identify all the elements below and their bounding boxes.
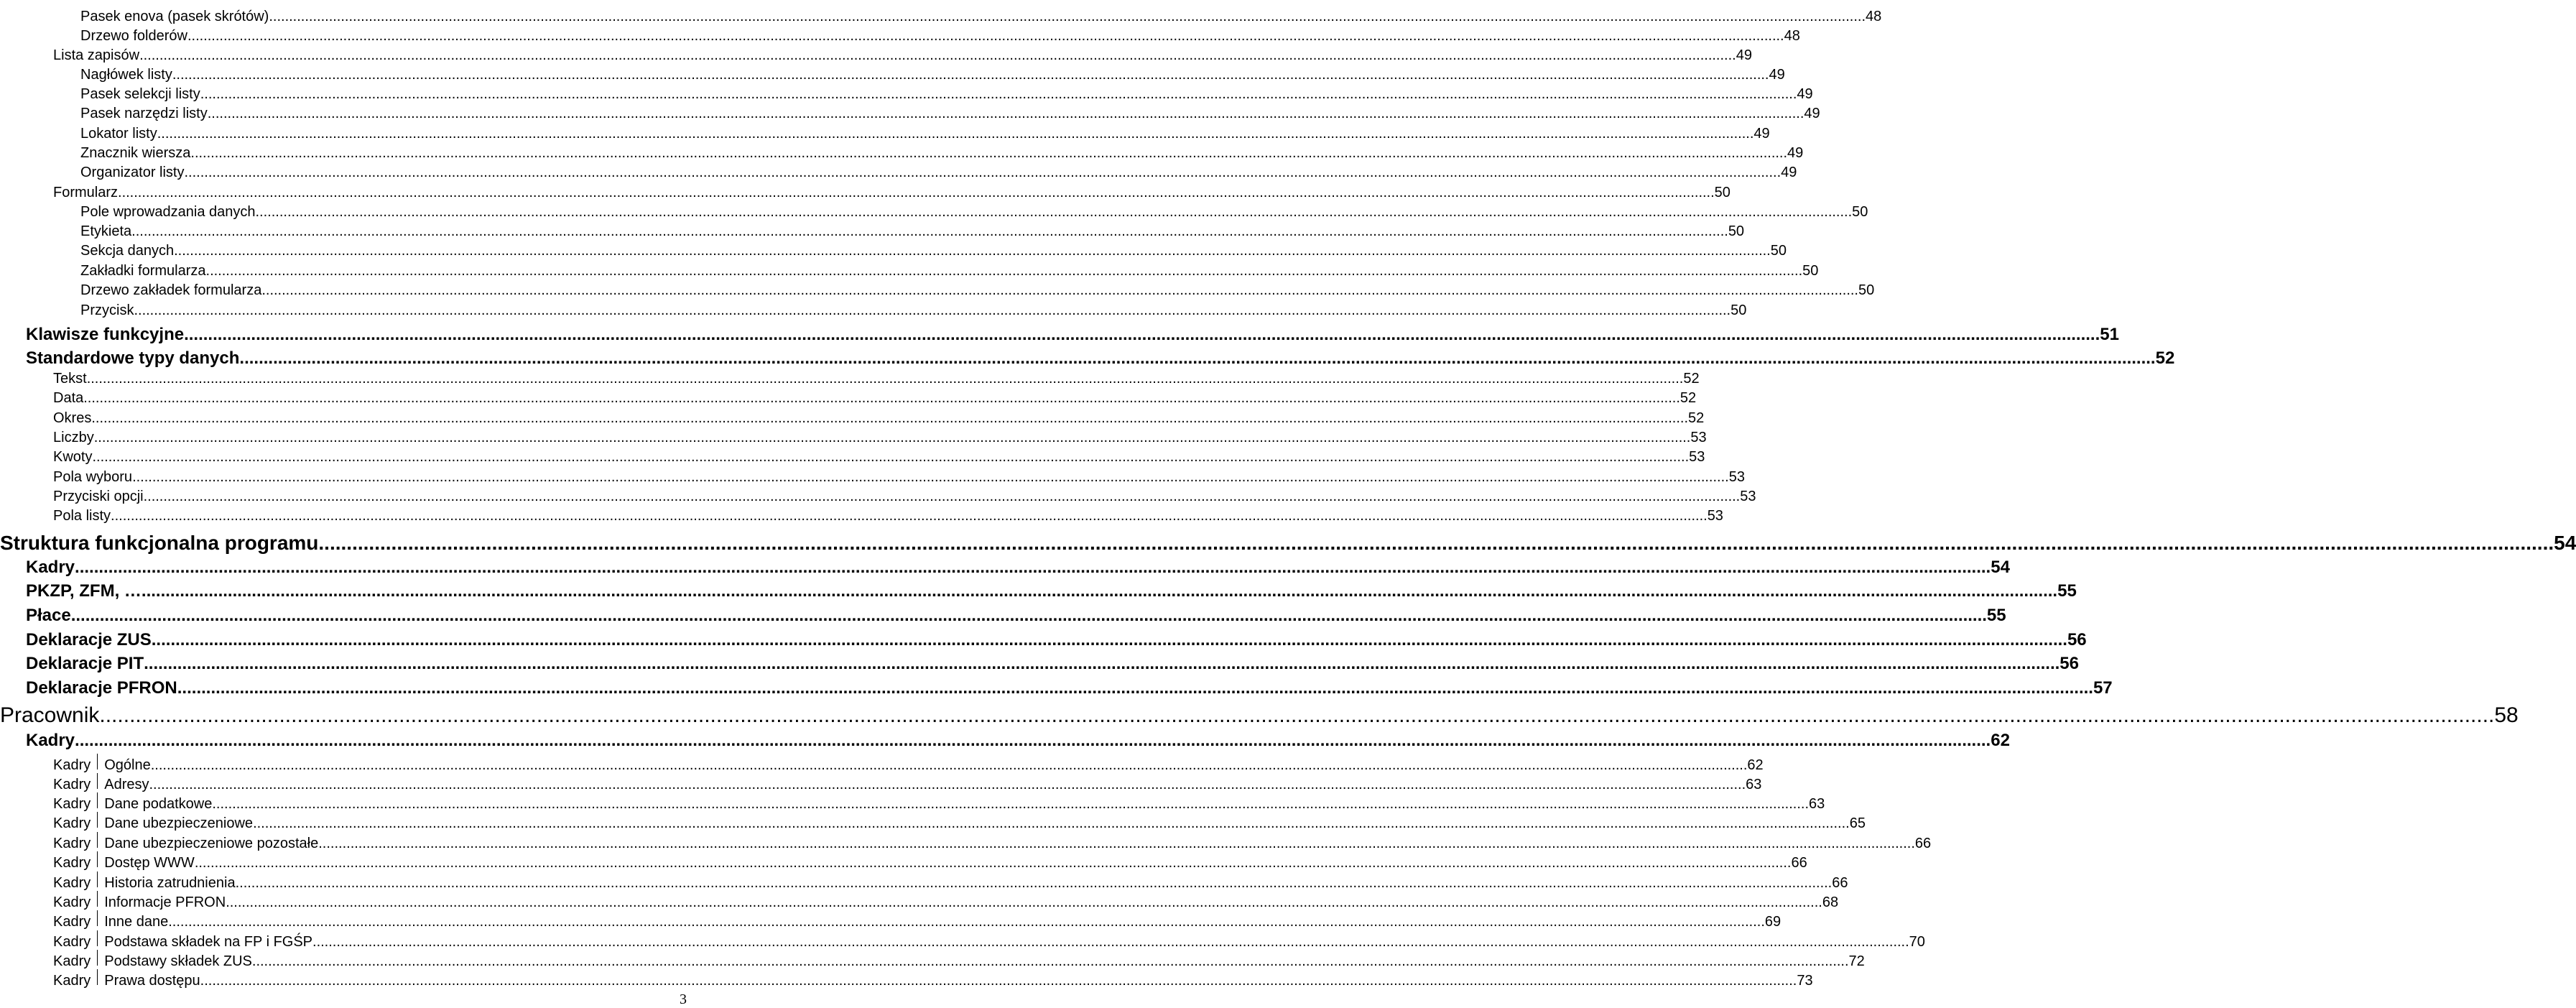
toc-entry-subtitle: Dane podatkowe xyxy=(104,796,213,812)
toc-entry-page: 52 xyxy=(2155,348,2175,368)
toc-entry-page: 53 xyxy=(1707,508,1723,524)
dot-leader: ................................................................................................................................................................................................................................................................................................................................................................................................................ xyxy=(139,47,1736,63)
toc-entry-title: Pasek narzędzi listy xyxy=(80,106,208,121)
dot-leader: ................................................................................................................................................................................................................................................................................................................................................................................................................ xyxy=(235,875,1833,891)
separator xyxy=(97,930,98,946)
toc-entry[interactable] xyxy=(0,731,2010,751)
toc-entry[interactable] xyxy=(0,832,1932,852)
dot-leader: ................................................................................................................................................................................................................................................................................................................................................................................................................ xyxy=(150,757,1748,773)
toc-entry-subtitle: Ogólne xyxy=(104,757,151,773)
dot-leader: ................................................................................................................................................................................................................................................................................................................................................................................................................ xyxy=(93,430,1691,445)
dot-leader: ................................................................................................................................................................................................................................................................................................................................................................................................................ xyxy=(75,731,1991,750)
toc-entry[interactable] xyxy=(0,204,1868,221)
toc-entry-page: 70 xyxy=(1909,934,1925,950)
toc-entry-title: Kadry xyxy=(53,836,91,851)
dot-leader: ................................................................................................................................................................................................................................................................................................................................................................................................................ xyxy=(318,532,2554,554)
toc-entry[interactable] xyxy=(0,773,1762,793)
toc-entry-page: 57 xyxy=(2093,678,2113,698)
dot-leader: ................................................................................................................................................................................................................................................................................................................................................................................................................ xyxy=(141,581,2058,601)
dot-leader: ................................................................................................................................................................................................................................................................................................................................................................................................................ xyxy=(143,489,1741,504)
toc-entry-title: Kadry xyxy=(53,855,91,871)
separator xyxy=(97,792,98,808)
toc-entry-page: 50 xyxy=(1802,263,1819,279)
dot-leader: ................................................................................................................................................................................................................................................................................................................................................................................................................ xyxy=(131,223,1728,239)
toc-entry-title: Lista zapisów xyxy=(53,47,140,63)
toc-entry-page: 63 xyxy=(1809,796,1825,812)
dot-leader: ................................................................................................................................................................................................................................................................................................................................................................................................................ xyxy=(200,973,1797,989)
toc-entry-title: Pracownik xyxy=(0,703,100,727)
dot-leader: ................................................................................................................................................................................................................................................................................................................................................................................................................ xyxy=(190,145,1788,161)
dot-leader: ................................................................................................................................................................................................................................................................................................................................................................................................................ xyxy=(261,282,1858,298)
toc-entry[interactable] xyxy=(0,325,2119,345)
toc-entry-title: Data xyxy=(53,390,84,406)
toc-entry[interactable] xyxy=(0,86,1813,103)
toc-entry[interactable] xyxy=(0,489,1756,505)
toc-entry-title: Kadry xyxy=(26,558,75,577)
toc-entry-page: 49 xyxy=(1787,145,1804,161)
dot-leader: ................................................................................................................................................................................................................................................................................................................................................................................................................ xyxy=(251,953,1849,969)
toc-entry-title: Przyciski opcji xyxy=(53,489,144,504)
toc-entry-page: 49 xyxy=(1769,67,1785,83)
toc-entry-page: 50 xyxy=(1714,185,1731,200)
toc-entry-title: Kadry xyxy=(53,953,91,969)
toc-entry[interactable] xyxy=(0,28,1800,45)
separator xyxy=(97,910,98,926)
dot-leader: ................................................................................................................................................................................................................................................................................................................................................................................................................ xyxy=(157,126,1754,142)
separator xyxy=(97,969,98,985)
dot-leader: ................................................................................................................................................................................................................................................................................................................................................................................................................ xyxy=(255,204,1853,220)
toc-entry[interactable] xyxy=(0,449,1705,466)
dot-leader: ................................................................................................................................................................................................................................................................................................................................................................................................................ xyxy=(134,302,1731,318)
dot-leader: ................................................................................................................................................................................................................................................................................................................................................................................................................ xyxy=(172,67,1769,83)
toc-entry-page: 53 xyxy=(1728,469,1745,485)
toc-entry-title: Tekst xyxy=(53,371,87,387)
toc-entry-page: 52 xyxy=(1688,410,1705,426)
toc-entry[interactable] xyxy=(0,67,1785,83)
dot-leader: ................................................................................................................................................................................................................................................................................................................................................................................................................ xyxy=(86,371,1684,387)
toc-entry-title: Kadry xyxy=(53,777,91,792)
toc-entry-title: Znacznik wiersza xyxy=(80,145,191,161)
toc-entry-page: 69 xyxy=(1764,914,1782,930)
dot-leader: ................................................................................................................................................................................................................................................................................................................................................................................................................ xyxy=(75,558,1991,577)
toc-entry-page: 66 xyxy=(1791,855,1807,871)
dot-leader: ................................................................................................................................................................................................................................................................................................................................................................................................................ xyxy=(70,606,1987,625)
toc-entry-page: 49 xyxy=(1781,165,1797,180)
toc-entry[interactable] xyxy=(0,371,1700,387)
toc-entry-subtitle: Dane ubezpieczeniowe xyxy=(104,815,254,831)
toc-entry-page: 54 xyxy=(1991,558,2010,577)
toc-entry-page: 73 xyxy=(1797,973,1813,989)
toc-entry-title: Okres xyxy=(53,410,92,426)
separator xyxy=(97,773,98,789)
toc-entry[interactable] xyxy=(0,348,2175,369)
toc-entry-page: 54 xyxy=(2554,532,2576,554)
toc-entry[interactable] xyxy=(0,581,2077,601)
toc-entry-page: 49 xyxy=(1753,126,1770,142)
toc-entry-title: Drzewo folderów xyxy=(80,28,187,44)
toc-entry[interactable] xyxy=(0,9,1882,25)
toc-entry-title: Drzewo zakładek formularza xyxy=(80,282,262,298)
toc-entry[interactable] xyxy=(0,630,2087,650)
toc-entry[interactable] xyxy=(0,47,1752,64)
toc-entry[interactable] xyxy=(0,532,2576,555)
toc-entry-page: 56 xyxy=(2060,654,2079,673)
toc-entry-title: Pola listy xyxy=(53,508,111,524)
toc-entry-page: 58 xyxy=(2494,703,2519,727)
toc-entry-title: Kadry xyxy=(53,894,91,910)
toc-entry-page: 65 xyxy=(1849,815,1866,831)
toc-entry-title: Kadry xyxy=(53,973,91,989)
toc-entry-page: 48 xyxy=(1866,9,1882,24)
toc-entry[interactable] xyxy=(0,606,2006,626)
toc-entry[interactable] xyxy=(0,145,1804,162)
toc-entry-title: Zakładki formularza xyxy=(80,263,206,279)
toc-entry[interactable] xyxy=(0,165,1797,181)
toc-entry-page: 50 xyxy=(1858,282,1875,298)
toc-entry-page: 56 xyxy=(2067,630,2087,649)
dot-leader: ................................................................................................................................................................................................................................................................................................................................................................................................................ xyxy=(318,836,1915,851)
toc-entry-page: 52 xyxy=(1683,371,1700,387)
toc-entry-title: Formularz xyxy=(53,185,119,200)
toc-entry-title: Klawisze funkcyjne xyxy=(26,325,185,344)
toc-entry-title: Przycisk xyxy=(80,302,134,318)
toc-entry[interactable] xyxy=(0,469,1745,486)
toc-entry-page: 50 xyxy=(1731,302,1747,318)
toc-entry-title: Kadry xyxy=(53,875,91,891)
toc-entry-title: Kadry xyxy=(53,914,91,930)
toc-entry[interactable] xyxy=(0,871,1848,892)
toc-entry-page: 72 xyxy=(1848,953,1865,969)
dot-leader: ................................................................................................................................................................................................................................................................................................................................................................................................................ xyxy=(200,86,1797,102)
toc-entry-page: 52 xyxy=(1680,390,1697,406)
page-number: 3 xyxy=(680,991,687,1007)
toc-entry-page: 55 xyxy=(1986,606,2006,625)
dot-leader: ................................................................................................................................................................................................................................................................................................................................................................................................................ xyxy=(149,777,1746,792)
separator xyxy=(97,832,98,848)
toc-entry-title: Kwoty xyxy=(53,449,93,465)
dot-leader: ................................................................................................................................................................................................................................................................................................................................................................................................................ xyxy=(99,703,2495,727)
separator xyxy=(97,754,98,769)
toc-entry-title: Kadry xyxy=(26,731,75,750)
dot-leader: ................................................................................................................................................................................................................................................................................................................................................................................................................ xyxy=(187,28,1784,44)
dot-leader: ................................................................................................................................................................................................................................................................................................................................................................................................................ xyxy=(312,934,1909,950)
toc-entry-page: 50 xyxy=(1728,223,1745,239)
toc-entry-page: 62 xyxy=(1747,757,1764,773)
dot-leader: ................................................................................................................................................................................................................................................................................................................................................................................................................ xyxy=(207,106,1804,121)
toc-entry-title: Deklaracje ZUS xyxy=(26,630,152,649)
toc-entry-page: 50 xyxy=(1770,243,1787,259)
toc-entry-page: 66 xyxy=(1832,875,1848,891)
separator xyxy=(97,871,98,887)
toc-entry[interactable] xyxy=(0,754,1764,774)
dot-leader: ................................................................................................................................................................................................................................................................................................................................................................................................................ xyxy=(184,325,2100,344)
dot-leader: ................................................................................................................................................................................................................................................................................................................................................................................................................ xyxy=(212,796,1810,812)
toc-entry[interactable] xyxy=(0,126,1770,142)
toc-entry-subtitle: Prawa dostępu xyxy=(104,973,200,989)
toc-entry-title: Nagłówek listy xyxy=(80,67,172,83)
dot-leader: ................................................................................................................................................................................................................................................................................................................................................................................................................ xyxy=(184,165,1782,180)
separator xyxy=(97,812,98,828)
toc-entry-title: Kadry xyxy=(53,796,91,812)
toc-entry[interactable] xyxy=(0,185,1731,201)
separator xyxy=(97,891,98,907)
dot-leader: ................................................................................................................................................................................................................................................................................................................................................................................................................ xyxy=(92,449,1690,465)
toc-entry-title: Pole wprowadzania danych xyxy=(80,204,256,220)
toc-entry-page: 55 xyxy=(2057,581,2077,601)
toc-entry[interactable] xyxy=(0,930,1925,951)
toc-entry[interactable] xyxy=(0,302,1747,319)
toc-entry[interactable] xyxy=(0,430,1707,446)
toc-entry[interactable] xyxy=(0,223,1745,240)
toc-entry-page: 48 xyxy=(1784,28,1800,44)
toc-entry-subtitle: Podstawa składek na FP i FGŚP xyxy=(104,934,313,950)
toc-entry-subtitle: Dostęp WWW xyxy=(104,855,195,871)
separator xyxy=(97,950,98,966)
toc-entry[interactable] xyxy=(0,703,2519,728)
toc-entry-page: 49 xyxy=(1804,106,1820,121)
toc-entry-title: Liczby xyxy=(53,430,94,445)
dot-leader: ................................................................................................................................................................................................................................................................................................................................................................................................................ xyxy=(194,855,1792,871)
toc-entry[interactable] xyxy=(0,410,1705,427)
dot-leader: ................................................................................................................................................................................................................................................................................................................................................................................................................ xyxy=(168,914,1765,930)
dot-leader: ................................................................................................................................................................................................................................................................................................................................................................................................................ xyxy=(144,654,2060,673)
toc-entry-subtitle: Inne dane xyxy=(104,914,169,930)
dot-leader: ................................................................................................................................................................................................................................................................................................................................................................................................................ xyxy=(177,678,2093,698)
toc-entry-subtitle: Podstawy składek ZUS xyxy=(104,953,252,969)
toc-entry-title: Kadry xyxy=(53,815,91,831)
toc-entry-title: Standardowe typy danych xyxy=(26,348,240,368)
toc-entry-page: 53 xyxy=(1689,449,1705,465)
dot-leader: ................................................................................................................................................................................................................................................................................................................................................................................................................ xyxy=(205,263,1803,279)
toc-entry-page: 63 xyxy=(1746,777,1762,792)
dot-leader: ................................................................................................................................................................................................................................................................................................................................................................................................................ xyxy=(226,894,1822,910)
toc-entry[interactable] xyxy=(0,263,1819,279)
toc-entry-title: Lokator listy xyxy=(80,126,157,142)
dot-leader: ................................................................................................................................................................................................................................................................................................................................................................................................................ xyxy=(91,410,1688,426)
toc-entry-page: 49 xyxy=(1736,47,1752,63)
toc-entry-title: Kadry xyxy=(53,757,91,773)
toc-entry-subtitle: Adresy xyxy=(104,777,149,792)
separator xyxy=(97,851,98,867)
toc-entry[interactable] xyxy=(0,812,1866,832)
toc-entry-title: Pasek selekcji listy xyxy=(80,86,200,102)
toc-entry-title: Kadry xyxy=(53,934,91,950)
toc-entry-title: Struktura funkcjonalna programu xyxy=(0,532,319,554)
toc-entry-page: 51 xyxy=(2100,325,2119,344)
toc-entry[interactable] xyxy=(0,106,1820,122)
dot-leader: ................................................................................................................................................................................................................................................................................................................................................................................................................ xyxy=(239,348,2156,368)
toc-entry[interactable] xyxy=(0,282,1875,299)
toc-entry[interactable] xyxy=(0,243,1787,259)
toc-entry[interactable] xyxy=(0,792,1825,813)
toc-entry[interactable] xyxy=(0,678,2113,698)
toc-entry-subtitle: Informacje PFRON xyxy=(104,894,226,910)
toc-entry-page: 62 xyxy=(1991,731,2010,750)
dot-leader: ................................................................................................................................................................................................................................................................................................................................................................................................................ xyxy=(118,185,1715,200)
toc-entry-page: 53 xyxy=(1740,489,1756,504)
toc-entry-page: 53 xyxy=(1690,430,1707,445)
dot-leader: ................................................................................................................................................................................................................................................................................................................................................................................................................ xyxy=(132,469,1729,485)
toc-entry-subtitle: Historia zatrudnienia xyxy=(104,875,236,891)
toc-entry-page: 68 xyxy=(1822,894,1839,910)
dot-leader: ................................................................................................................................................................................................................................................................................................................................................................................................................ xyxy=(83,390,1680,406)
dot-leader: ................................................................................................................................................................................................................................................................................................................................................................................................................ xyxy=(253,815,1850,831)
toc-entry-title: Pasek enova (pasek skrótów) xyxy=(80,9,269,24)
toc-entry-title: Pola wyboru xyxy=(53,469,133,485)
toc-entry-page: 50 xyxy=(1852,204,1868,220)
toc-entry-title: Organizator listy xyxy=(80,165,185,180)
toc-entry-title: PKZP, ZFM, … xyxy=(26,581,142,601)
toc-entry[interactable] xyxy=(0,910,1782,930)
dot-leader: ................................................................................................................................................................................................................................................................................................................................................................................................................ xyxy=(174,243,1771,259)
toc-entry-title: Sekcja danych xyxy=(80,243,175,259)
toc-entry[interactable] xyxy=(0,851,1807,871)
toc-entry-title: Deklaracje PFRON xyxy=(26,678,177,698)
toc-entry-title: Płace xyxy=(26,606,71,625)
toc-entry-subtitle: Dane ubezpieczeniowe pozostałe xyxy=(104,836,319,851)
toc-entry-title: Etykieta xyxy=(80,223,132,239)
toc-entry[interactable] xyxy=(0,950,1865,970)
toc-entry[interactable] xyxy=(0,390,1697,407)
toc-entry[interactable] xyxy=(0,969,1813,989)
toc-entry[interactable] xyxy=(0,558,2010,578)
toc-entry[interactable] xyxy=(0,891,1839,911)
dot-leader: ................................................................................................................................................................................................................................................................................................................................................................................................................ xyxy=(151,630,2067,649)
toc-entry-page: 66 xyxy=(1914,836,1932,851)
toc-entry[interactable] xyxy=(0,654,2079,674)
toc-entry[interactable] xyxy=(0,508,1723,524)
dot-leader: ................................................................................................................................................................................................................................................................................................................................................................................................................ xyxy=(269,9,1866,24)
dot-leader: ................................................................................................................................................................................................................................................................................................................................................................................................................ xyxy=(111,508,1708,524)
toc-entry-page: 49 xyxy=(1797,86,1813,102)
toc-entry-title: Deklaracje PIT xyxy=(26,654,144,673)
